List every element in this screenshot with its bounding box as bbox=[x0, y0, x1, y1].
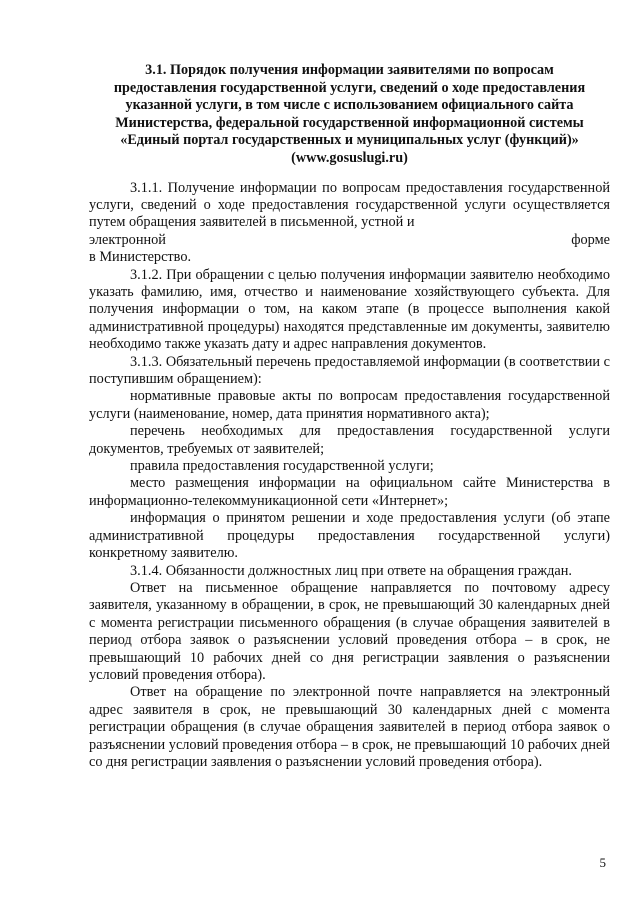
paragraph-3-1-1-last: в Министерство. bbox=[89, 249, 192, 266]
list-item: перечень необходимых для предоставления государственной услуги документов, требуемых от заявителей; bbox=[89, 423, 610, 457]
heading-line: (www.gosuslugi.ru) bbox=[291, 149, 408, 166]
list-item: правила предоставления государственной услуги; bbox=[130, 458, 434, 475]
heading-line: предоставления государственной услуги, сведений о ходе предоставления bbox=[113, 79, 586, 96]
section-heading bbox=[89, 62, 610, 168]
paragraph-3-1-1-tail bbox=[89, 232, 610, 249]
heading-line: «Единый портал государственных и муниципальных услуг (функций)» bbox=[120, 132, 579, 149]
tail-left: электронной bbox=[89, 231, 166, 248]
list-item: информация о принятом решении и ходе предоставления услуги (об этапе административной процедуры предоставления государственной услуги) конкретному заявителю. bbox=[89, 510, 610, 562]
page-number: 5 bbox=[599, 855, 606, 870]
list-item: нормативные правовые акты по вопросам предоставления государственной услуги (наименование, номер, дата принятия нормативного акта); bbox=[89, 388, 610, 422]
heading-line: 3.1. Порядок получения информации заявителями по вопросам bbox=[145, 62, 554, 78]
paragraph-written-reply: Ответ на письменное обращение направляется по почтовому адресу заявителя, указанному в обращении, в срок, не превышающий 30 календарных дней с момента регистрации письменного обращения (в случае обращения заявителей в период отбора заявок о разъяснении условий проведения отбора – в срок, не превышающий 10 рабочих дней со дня регистрации заявления о разъяснении условий проведения отбора). bbox=[89, 579, 610, 683]
document-page bbox=[89, 62, 610, 771]
paragraph-3-1-1: 3.1.1. Получение информации по вопросам предоставления государственной услуги, сведений о ходе предоставления государственной услуги осуществляется путем обращения заявителей в письменной, устной и bbox=[89, 179, 610, 231]
list-item: место размещения информации на официальном сайте Министерства в информационно-телекоммуникационной сети «Интернет»; bbox=[89, 475, 610, 509]
tail-right: форме bbox=[571, 231, 610, 248]
paragraph-3-1-3: 3.1.3. Обязательный перечень предоставляемой информации (в соответствии с поступившим обращением): bbox=[89, 353, 610, 388]
paragraph-email-reply: Ответ на обращение по электронной почте направляется на электронный адрес заявителя в срок, не превышающий 30 календарных дней с момента регистрации обращения (в случае обращения заявителей в период отбора заявок о разъяснении условий проведения отбора – в срок, не превышающий 10 рабочих дней со дня регистрации заявления о разъяснении условий проведения отбора). bbox=[89, 684, 610, 770]
paragraph-3-1-2: 3.1.2. При обращении с целью получения информации заявителю необходимо указать фамилию, имя, отчество и наименование хозяйствующего субъекта. Для получения информации о том, на каком этапе (в процессе выполнения какой административной процедуры) находятся представленные им документы, заявителю необходимо также указать дату и адрес направления документов. bbox=[89, 266, 610, 353]
heading-line: указанной услуги, в том числе с использованием официального сайта bbox=[125, 97, 574, 114]
paragraph-3-1-4: 3.1.4. Обязанности должностных лиц при ответе на обращения граждан. bbox=[130, 562, 572, 579]
heading-line: Министерства, федеральной государственной информационной системы bbox=[115, 114, 584, 131]
